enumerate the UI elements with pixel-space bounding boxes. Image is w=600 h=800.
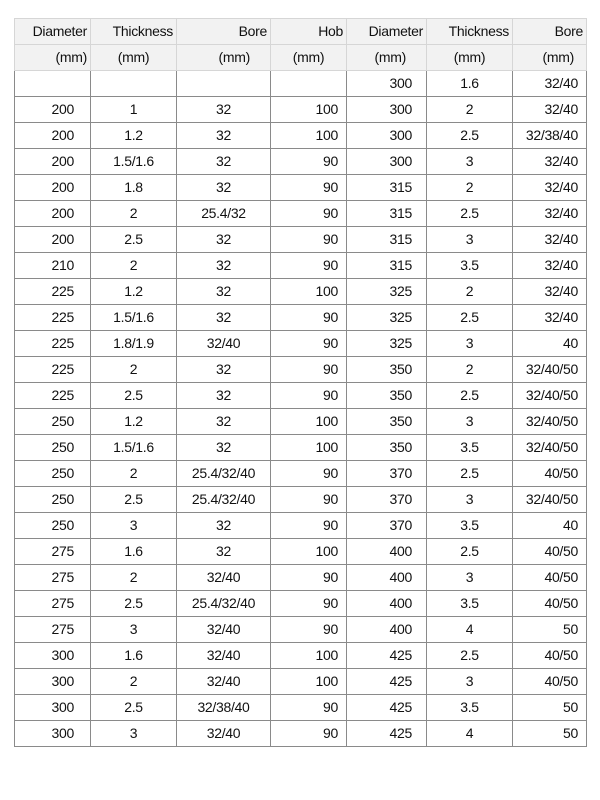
cell-bore-right: 32/40/50 xyxy=(513,409,587,435)
cell-diameter-left: 225 xyxy=(15,331,91,357)
cell-diameter-left: 250 xyxy=(15,435,91,461)
table-row xyxy=(15,253,587,279)
cell-bore-left: 32/40 xyxy=(177,331,271,357)
cell-diameter-left: 300 xyxy=(15,721,91,747)
cell-thickness-right: 2.5 xyxy=(427,305,513,331)
specification-table xyxy=(14,18,587,747)
cell-diameter-right: 425 xyxy=(347,721,427,747)
table-row xyxy=(15,617,587,643)
cell-diameter-right: 425 xyxy=(347,669,427,695)
cell-diameter-left: 200 xyxy=(15,97,91,123)
table-row xyxy=(15,383,587,409)
cell-thickness-left: 1.5/1.6 xyxy=(91,149,177,175)
cell-thickness-right: 4 xyxy=(427,721,513,747)
table-row xyxy=(15,591,587,617)
cell-diameter-right: 315 xyxy=(347,253,427,279)
cell-thickness-left: 3 xyxy=(91,721,177,747)
cell-diameter-left: 200 xyxy=(15,175,91,201)
cell-thickness-left: 2.5 xyxy=(91,487,177,513)
cell-hob: 100 xyxy=(271,123,347,149)
cell-diameter-right: 370 xyxy=(347,461,427,487)
cell-diameter-left: 225 xyxy=(15,305,91,331)
cell-diameter-right: 370 xyxy=(347,487,427,513)
cell-diameter-left: 250 xyxy=(15,513,91,539)
cell-hob: 90 xyxy=(271,201,347,227)
cell-bore-right: 50 xyxy=(513,617,587,643)
cell-bore-right: 32/40/50 xyxy=(513,383,587,409)
header-unit-thickness-right: (mm) xyxy=(427,45,513,71)
cell-bore-left: 25.4/32/40 xyxy=(177,591,271,617)
cell-bore-left: 25.4/32/40 xyxy=(177,461,271,487)
cell-bore-left: 32/40 xyxy=(177,565,271,591)
cell-diameter-left: 225 xyxy=(15,383,91,409)
table-header xyxy=(15,19,587,71)
cell-hob: 100 xyxy=(271,409,347,435)
table-row xyxy=(15,123,587,149)
cell-bore-left: 32 xyxy=(177,409,271,435)
cell-diameter-right: 350 xyxy=(347,409,427,435)
cell-thickness-left: 1.5/1.6 xyxy=(91,305,177,331)
cell-bore-right: 40/50 xyxy=(513,565,587,591)
cell-thickness-right: 3 xyxy=(427,331,513,357)
cell-thickness-left: 1.2 xyxy=(91,409,177,435)
cell-thickness-right: 2.5 xyxy=(427,461,513,487)
table-row xyxy=(15,487,587,513)
cell-bore-left: 32 xyxy=(177,97,271,123)
cell-bore-left: 32 xyxy=(177,279,271,305)
cell-diameter-right: 350 xyxy=(347,383,427,409)
table-row xyxy=(15,149,587,175)
cell-thickness-left: 2 xyxy=(91,201,177,227)
cell-thickness-right: 2.5 xyxy=(427,643,513,669)
cell-thickness-right: 2.5 xyxy=(427,539,513,565)
table-row xyxy=(15,669,587,695)
cell-diameter-left: 200 xyxy=(15,149,91,175)
header-unit-bore-left: (mm) xyxy=(177,45,271,71)
cell-bore-right: 40/50 xyxy=(513,539,587,565)
table-row xyxy=(15,201,587,227)
cell-bore-left: 32/40 xyxy=(177,643,271,669)
table-row xyxy=(15,461,587,487)
cell-hob: 100 xyxy=(271,643,347,669)
cell-hob: 100 xyxy=(271,97,347,123)
cell-hob: 90 xyxy=(271,513,347,539)
cell-hob: 90 xyxy=(271,617,347,643)
cell-diameter-right: 325 xyxy=(347,305,427,331)
cell-bore-left: 32 xyxy=(177,123,271,149)
cell-bore-left: 32 xyxy=(177,539,271,565)
cell-bore-right: 32/40 xyxy=(513,201,587,227)
cell-hob: 90 xyxy=(271,591,347,617)
table-row xyxy=(15,227,587,253)
cell-diameter-left: 200 xyxy=(15,201,91,227)
cell-bore-right: 32/40/50 xyxy=(513,435,587,461)
cell-diameter-left: 300 xyxy=(15,695,91,721)
cell-diameter-right: 350 xyxy=(347,357,427,383)
cell-hob: 90 xyxy=(271,695,347,721)
cell-bore-left: 32/40 xyxy=(177,721,271,747)
cell-diameter-right: 400 xyxy=(347,617,427,643)
cell-thickness-left: 2.5 xyxy=(91,227,177,253)
cell-hob: 90 xyxy=(271,175,347,201)
cell-thickness-right: 4 xyxy=(427,617,513,643)
table-row xyxy=(15,513,587,539)
cell-thickness-left: 2 xyxy=(91,565,177,591)
cell-thickness-right: 2 xyxy=(427,175,513,201)
cell-hob: 90 xyxy=(271,227,347,253)
cell-diameter-left: 225 xyxy=(15,279,91,305)
cell-bore-right: 40/50 xyxy=(513,669,587,695)
cell-bore-right: 32/38/40 xyxy=(513,123,587,149)
cell-diameter-right: 400 xyxy=(347,591,427,617)
cell-bore-left: 32/38/40 xyxy=(177,695,271,721)
cell-diameter-left: 250 xyxy=(15,487,91,513)
cell-thickness-right: 2.5 xyxy=(427,123,513,149)
header-hob: Hob xyxy=(271,19,347,45)
header-bore-right: Bore xyxy=(513,19,587,45)
header-unit-thickness-left: (mm) xyxy=(91,45,177,71)
cell-thickness-left: 2 xyxy=(91,253,177,279)
cell-thickness-right: 1.6 xyxy=(427,71,513,97)
header-row-units xyxy=(15,45,587,71)
cell-diameter-right: 400 xyxy=(347,539,427,565)
cell-bore-left: 32/40 xyxy=(177,617,271,643)
table-row xyxy=(15,71,587,97)
cell-diameter-right: 370 xyxy=(347,513,427,539)
cell-bore-left: 32 xyxy=(177,435,271,461)
header-diameter-left: Diameter xyxy=(15,19,91,45)
cell-diameter-left: 300 xyxy=(15,643,91,669)
cell-diameter-left: 250 xyxy=(15,461,91,487)
cell-bore-right: 32/40 xyxy=(513,71,587,97)
cell-hob xyxy=(271,71,347,97)
table-row xyxy=(15,539,587,565)
cell-thickness-right: 2 xyxy=(427,279,513,305)
cell-bore-left: 32 xyxy=(177,305,271,331)
cell-thickness-right: 3 xyxy=(427,149,513,175)
cell-bore-right: 40 xyxy=(513,513,587,539)
header-row-titles xyxy=(15,19,587,45)
cell-thickness-left: 1 xyxy=(91,97,177,123)
cell-diameter-right: 325 xyxy=(347,279,427,305)
cell-bore-right: 32/40/50 xyxy=(513,487,587,513)
cell-hob: 90 xyxy=(271,383,347,409)
cell-thickness-right: 3.5 xyxy=(427,513,513,539)
cell-bore-right: 40 xyxy=(513,331,587,357)
cell-diameter-left xyxy=(15,71,91,97)
cell-bore-left: 32 xyxy=(177,175,271,201)
cell-bore-right: 32/40 xyxy=(513,279,587,305)
cell-thickness-left: 1.8/1.9 xyxy=(91,331,177,357)
header-diameter-right: Diameter xyxy=(347,19,427,45)
cell-hob: 90 xyxy=(271,305,347,331)
cell-thickness-left: 3 xyxy=(91,617,177,643)
cell-hob: 100 xyxy=(271,539,347,565)
cell-bore-right: 32/40 xyxy=(513,149,587,175)
cell-diameter-left: 250 xyxy=(15,409,91,435)
cell-bore-left xyxy=(177,71,271,97)
cell-thickness-right: 3.5 xyxy=(427,695,513,721)
table-row xyxy=(15,97,587,123)
cell-bore-right: 50 xyxy=(513,721,587,747)
cell-bore-right: 40/50 xyxy=(513,461,587,487)
cell-bore-right: 32/40 xyxy=(513,253,587,279)
cell-diameter-right: 300 xyxy=(347,71,427,97)
table-row xyxy=(15,175,587,201)
cell-diameter-right: 425 xyxy=(347,695,427,721)
cell-thickness-left: 1.6 xyxy=(91,539,177,565)
cell-hob: 90 xyxy=(271,487,347,513)
cell-diameter-left: 200 xyxy=(15,123,91,149)
header-unit-diameter-right: (mm) xyxy=(347,45,427,71)
cell-hob: 90 xyxy=(271,721,347,747)
cell-diameter-right: 315 xyxy=(347,201,427,227)
cell-hob: 90 xyxy=(271,461,347,487)
cell-diameter-left: 275 xyxy=(15,565,91,591)
cell-thickness-right: 2 xyxy=(427,97,513,123)
table-row xyxy=(15,695,587,721)
table-row xyxy=(15,565,587,591)
header-unit-diameter-left: (mm) xyxy=(15,45,91,71)
cell-diameter-right: 300 xyxy=(347,123,427,149)
header-unit-bore-right: (mm) xyxy=(513,45,587,71)
cell-thickness-right: 3 xyxy=(427,669,513,695)
cell-thickness-right: 3 xyxy=(427,409,513,435)
cell-thickness-right: 3.5 xyxy=(427,591,513,617)
cell-thickness-left: 2.5 xyxy=(91,695,177,721)
table-row xyxy=(15,279,587,305)
table-row xyxy=(15,331,587,357)
cell-bore-left: 32 xyxy=(177,357,271,383)
cell-bore-left: 32 xyxy=(177,253,271,279)
table-row xyxy=(15,409,587,435)
header-bore-left: Bore xyxy=(177,19,271,45)
cell-bore-left: 32 xyxy=(177,513,271,539)
cell-diameter-right: 325 xyxy=(347,331,427,357)
cell-thickness-left: 1.2 xyxy=(91,279,177,305)
cell-thickness-left: 1.5/1.6 xyxy=(91,435,177,461)
cell-thickness-left: 1.2 xyxy=(91,123,177,149)
cell-thickness-left: 1.8 xyxy=(91,175,177,201)
cell-diameter-left: 225 xyxy=(15,357,91,383)
table-row xyxy=(15,643,587,669)
table-row xyxy=(15,435,587,461)
cell-hob: 90 xyxy=(271,357,347,383)
cell-thickness-right: 3.5 xyxy=(427,253,513,279)
cell-diameter-right: 300 xyxy=(347,149,427,175)
cell-thickness-left: 2 xyxy=(91,357,177,383)
cell-bore-right: 32/40 xyxy=(513,305,587,331)
cell-thickness-left: 2.5 xyxy=(91,383,177,409)
cell-bore-left: 25.4/32 xyxy=(177,201,271,227)
cell-diameter-left: 275 xyxy=(15,617,91,643)
cell-hob: 90 xyxy=(271,253,347,279)
table-row xyxy=(15,721,587,747)
cell-thickness-left: 3 xyxy=(91,513,177,539)
cell-thickness-right: 2 xyxy=(427,357,513,383)
cell-bore-left: 32 xyxy=(177,227,271,253)
cell-diameter-right: 350 xyxy=(347,435,427,461)
cell-bore-left: 25.4/32/40 xyxy=(177,487,271,513)
table-row xyxy=(15,357,587,383)
cell-thickness-right: 2.5 xyxy=(427,383,513,409)
cell-hob: 90 xyxy=(271,565,347,591)
header-thickness-right: Thickness xyxy=(427,19,513,45)
cell-thickness-left: 2 xyxy=(91,461,177,487)
cell-diameter-right: 425 xyxy=(347,643,427,669)
cell-bore-left: 32/40 xyxy=(177,669,271,695)
cell-hob: 100 xyxy=(271,279,347,305)
cell-bore-right: 32/40 xyxy=(513,227,587,253)
cell-thickness-right: 2.5 xyxy=(427,201,513,227)
cell-diameter-left: 210 xyxy=(15,253,91,279)
cell-diameter-right: 400 xyxy=(347,565,427,591)
cell-thickness-right: 3 xyxy=(427,227,513,253)
cell-thickness-left: 1.6 xyxy=(91,643,177,669)
cell-diameter-left: 300 xyxy=(15,669,91,695)
cell-thickness-left: 2.5 xyxy=(91,591,177,617)
cell-hob: 90 xyxy=(271,331,347,357)
header-thickness-left: Thickness xyxy=(91,19,177,45)
header-unit-hob: (mm) xyxy=(271,45,347,71)
cell-hob: 100 xyxy=(271,435,347,461)
cell-hob: 90 xyxy=(271,149,347,175)
cell-diameter-left: 200 xyxy=(15,227,91,253)
cell-bore-right: 32/40 xyxy=(513,97,587,123)
cell-bore-right: 40/50 xyxy=(513,643,587,669)
table-body xyxy=(15,71,587,747)
cell-diameter-left: 275 xyxy=(15,539,91,565)
cell-bore-right: 32/40 xyxy=(513,175,587,201)
cell-bore-left: 32 xyxy=(177,149,271,175)
table-row xyxy=(15,305,587,331)
cell-diameter-left: 275 xyxy=(15,591,91,617)
cell-thickness-right: 3.5 xyxy=(427,435,513,461)
cell-thickness-left xyxy=(91,71,177,97)
cell-bore-right: 32/40/50 xyxy=(513,357,587,383)
cell-bore-right: 50 xyxy=(513,695,587,721)
cell-thickness-left: 2 xyxy=(91,669,177,695)
cell-diameter-right: 315 xyxy=(347,175,427,201)
cell-bore-right: 40/50 xyxy=(513,591,587,617)
cell-diameter-right: 315 xyxy=(347,227,427,253)
cell-diameter-right: 300 xyxy=(347,97,427,123)
cell-hob: 100 xyxy=(271,669,347,695)
cell-bore-left: 32 xyxy=(177,383,271,409)
cell-thickness-right: 3 xyxy=(427,565,513,591)
cell-thickness-right: 3 xyxy=(427,487,513,513)
